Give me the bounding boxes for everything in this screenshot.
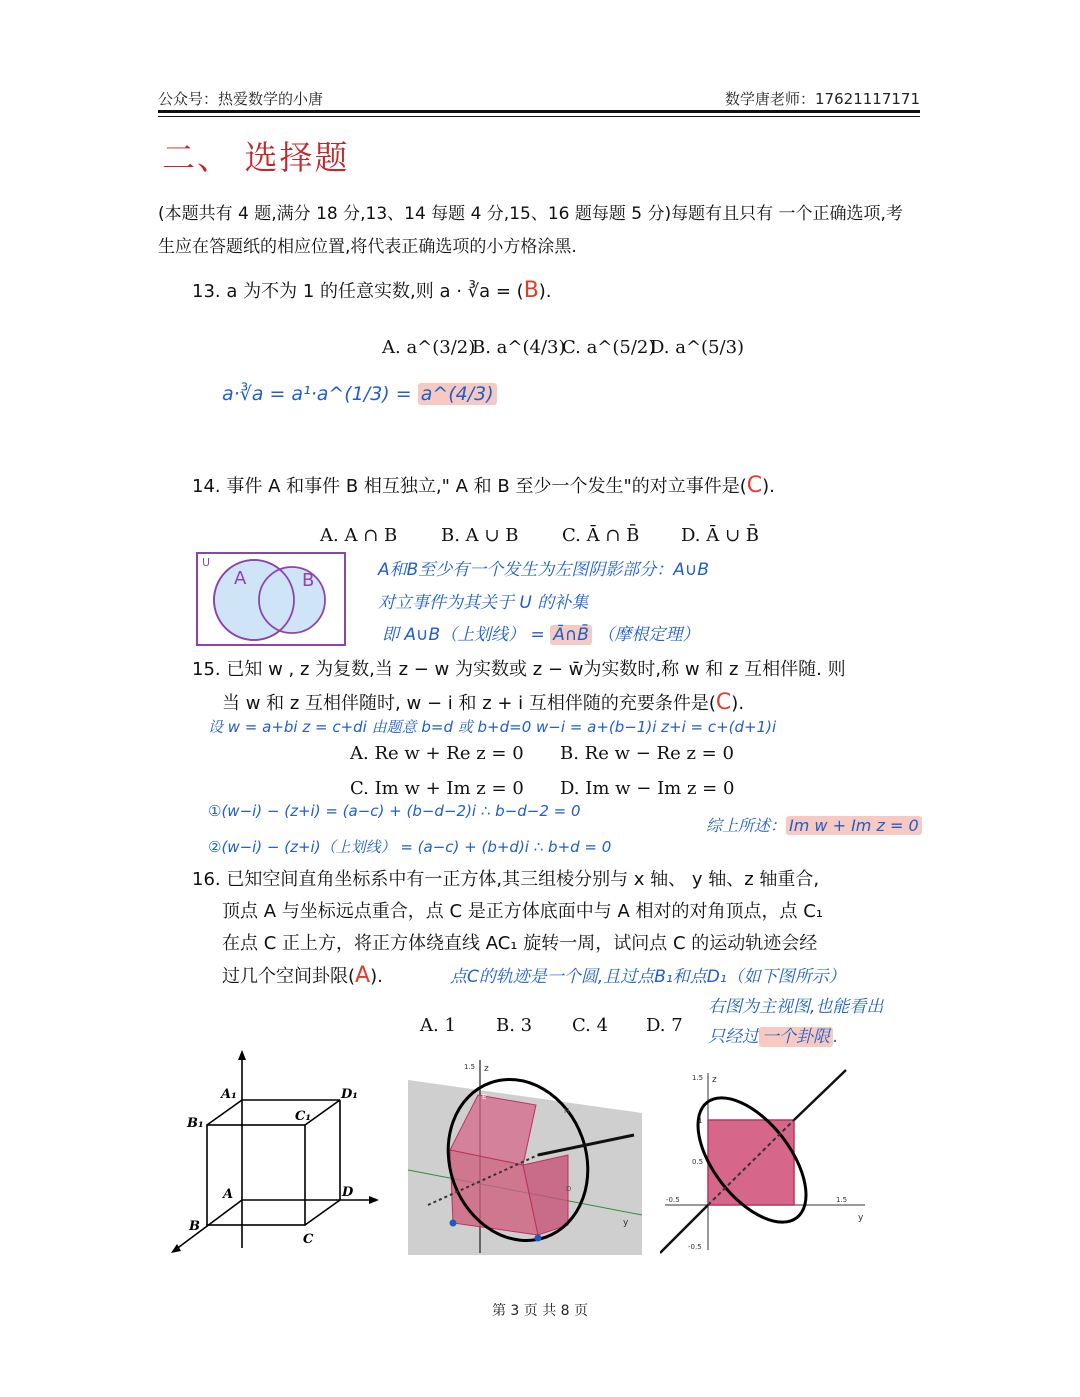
q13-note-text: a·∛a = a¹·a^(1/3) =: [222, 383, 418, 405]
label-a: A: [223, 1187, 234, 1202]
header-rule-thin: [158, 116, 920, 117]
q15-stem-1: 15. 已知 w , z 为复数,当 z − w 为实数或 z − w̄为实数时,称 w 和 z 互相伴随. 则: [192, 659, 846, 680]
q16-option-a: A. 1: [420, 1015, 456, 1036]
label-c1: C₁: [295, 1109, 312, 1124]
q16-stem-4: [222, 963, 383, 990]
front-tick-z-1-5: 1.5: [692, 1074, 704, 1082]
q14-note-3-text: 即 A∪B（上划线） =: [382, 625, 551, 645]
front-tick-y-1-5: 1.5: [836, 1196, 848, 1204]
q16-note-1: 点C的轨迹是一个圆,且过点B₁和点D₁（如下图所示）: [450, 967, 846, 987]
q14-note-3: [382, 620, 699, 645]
q14-stem-post: ).: [762, 476, 775, 497]
venn-circle-b: [259, 567, 325, 633]
q15-stem-2-pre: 当 w 和 z 互相伴随时, w − i 和 z + i 互相伴随的充要条件是(: [222, 693, 716, 714]
front-tick-z-0-5: 0.5: [692, 1158, 704, 1166]
q16-stem-3: 在点 C 正上方，将正方体绕直线 AC₁ 旋转一周，试问点 C 的运动轨迹会经: [222, 933, 818, 954]
page-footer: 第 3 页 共 8 页: [491, 1303, 589, 1319]
q15-option-b: B. Re w − Re z = 0: [560, 743, 734, 764]
q15-work-2: ②(w−i) − (z+i)（上划线） = (a−c) + (b+d)i ∴ b+d = 0: [208, 838, 612, 856]
front-view-figure: [660, 1068, 870, 1254]
front-label-e: E: [710, 1111, 715, 1119]
venn-label-a: A: [234, 568, 247, 589]
front-label-d: D: [795, 1195, 801, 1203]
q14-answer: C: [746, 473, 763, 498]
q16-option-c: C. 4: [572, 1015, 609, 1036]
q16-note-3-highlight: 一个卦限: [759, 1027, 833, 1047]
section-intro: (本题共有 4 题,满分 18 分,13、14 每题 4 分,15、16 题每题 5 分)每题有且只有 一个正确选项,考生应在答题纸的相应位置,将代表正确选项的小方格涂黑.: [158, 204, 903, 257]
q15-note-line: 设 w = a+bi z = c+di 由题意 b=d 或 b+d=0 w−i = a+(b−1)i z+i = c+(d+1)i: [208, 718, 777, 736]
q16-note-3: [708, 1022, 838, 1047]
q13-option-a: A. a^(3/2): [382, 337, 476, 358]
q13-answer: B: [523, 278, 539, 303]
q16-stem-4-post: ).: [370, 966, 383, 987]
q13-handwritten-note: [222, 383, 497, 405]
label-d-3d: D: [566, 1185, 572, 1193]
section-title: 二、 选择题: [162, 138, 350, 177]
q13-option-c: C. a^(5/2): [562, 337, 656, 358]
q14-stem: [192, 473, 775, 500]
front-tick-y-neg: -0.5: [666, 1196, 680, 1204]
point-a: [450, 1220, 457, 1227]
label-d: D: [342, 1185, 354, 1200]
q15-summary: [706, 813, 922, 836]
tick-1-5: 1.5: [464, 1063, 476, 1071]
q16-stem-1: 16. 已知空间直角坐标系中有一正方体,其三组棱分别与 x 轴、 y 轴、z 轴重合,: [192, 869, 820, 890]
header-left: 公众号：热爱数学的小唐: [158, 90, 324, 108]
q14-option-a: A. A ∩ B: [320, 525, 398, 546]
q15-stem-2-post: ).: [731, 693, 745, 714]
front-tick-z-1: 1: [698, 1117, 703, 1125]
q16-answer: A: [355, 963, 371, 988]
q13-stem-pre: 13. a 为不为 1 的任意实数,则 a · ∛a = (: [192, 281, 524, 302]
label-c: C: [303, 1232, 314, 1247]
x-axis-arrow: [171, 1244, 181, 1253]
q16-note-2: 右图为主视图,也能看出: [708, 997, 884, 1017]
q16-stem-4-pre: 过几个空间卦限(: [222, 966, 356, 987]
q14-option-b: B. A ∪ B: [441, 525, 519, 546]
q15-work-1: ①(w−i) − (z+i) = (a−c) + (b−d−2)i ∴ b−d−2 = 0: [208, 802, 581, 820]
q15-summary-highlight: Im w + Im z = 0: [786, 816, 922, 835]
q14-option-c: C. Ā ∩ B̄: [562, 525, 640, 546]
label-e: E: [482, 1093, 487, 1101]
cube-front-face: [207, 1125, 305, 1225]
q13-option-d: D. a^(5/3): [650, 337, 745, 358]
y-axis-label: y: [623, 1218, 629, 1228]
q14-option-d: D. Ā ∪ B̄: [681, 525, 759, 546]
header-rule: [158, 110, 920, 113]
label-b: B: [189, 1219, 200, 1234]
y-axis-arrow: [369, 1196, 379, 1204]
q15-option-d: D. Im w − Im z = 0: [560, 778, 735, 799]
q16-note-3-post: .: [833, 1027, 839, 1047]
q15-stem-2: [222, 690, 744, 717]
cube-edge-b1a1: [207, 1100, 242, 1125]
label-h: H: [564, 1107, 570, 1115]
q13-note-result: a^(4/3): [418, 383, 497, 405]
header-right: 数学唐老师：17621117171: [725, 90, 920, 108]
label-b1: B₁: [187, 1116, 204, 1131]
point-c: [535, 1235, 542, 1242]
cube-figure: [165, 1050, 380, 1258]
front-y-label: y: [858, 1213, 864, 1223]
venn-label-b: B: [302, 570, 315, 591]
q13-stem-post: ).: [538, 281, 552, 302]
front-z-label: z: [712, 1075, 717, 1085]
rotation-3d-figure: [408, 1055, 642, 1255]
q13-stem: [192, 278, 552, 305]
label-a1: A₁: [221, 1087, 237, 1102]
q16-option-d: D. 7: [646, 1015, 683, 1036]
q15-option-c: C. Im w + Im z = 0: [350, 778, 524, 799]
label-d1: D₁: [341, 1087, 358, 1102]
q14-note-2: 对立事件为其关于 U 的补集: [378, 593, 589, 613]
q14-note-highlight: Ā∩B̄: [550, 625, 592, 645]
q15-summary-text: 综上所述：: [706, 816, 787, 835]
q16-stem-2: 顶点 A 与坐标远点重合，点 C 是正方体底面中与 A 相对的对角顶点，点 C₁: [222, 901, 824, 922]
q14-note-1: A和B至少有一个发生为左图阴影部分：A∪B: [378, 560, 710, 580]
front-tick-z-neg: -0.5: [688, 1243, 702, 1251]
venn-diagram: [196, 552, 346, 646]
q13-option-b: B. a^(4/3): [472, 337, 566, 358]
q15-option-a: A. Re w + Re z = 0: [350, 743, 524, 764]
z-axis-label: z: [484, 1064, 489, 1074]
q14-stem-pre: 14. 事件 A 和事件 B 相互独立," A 和 B 至少一个发生"的对立事件是(: [192, 476, 747, 497]
venn-label-u: U: [202, 556, 211, 569]
q14-note-tail: （摩根定理）: [597, 625, 700, 645]
q15-answer: C: [715, 690, 732, 715]
q16-note-3-pre: 只经过: [708, 1027, 759, 1047]
cube-edge-cd: [305, 1200, 340, 1225]
z-axis-arrow: [238, 1050, 246, 1060]
q16-option-b: B. 3: [496, 1015, 533, 1036]
front-cube-square: [708, 1120, 794, 1205]
front-axis-upper: [794, 1070, 846, 1120]
